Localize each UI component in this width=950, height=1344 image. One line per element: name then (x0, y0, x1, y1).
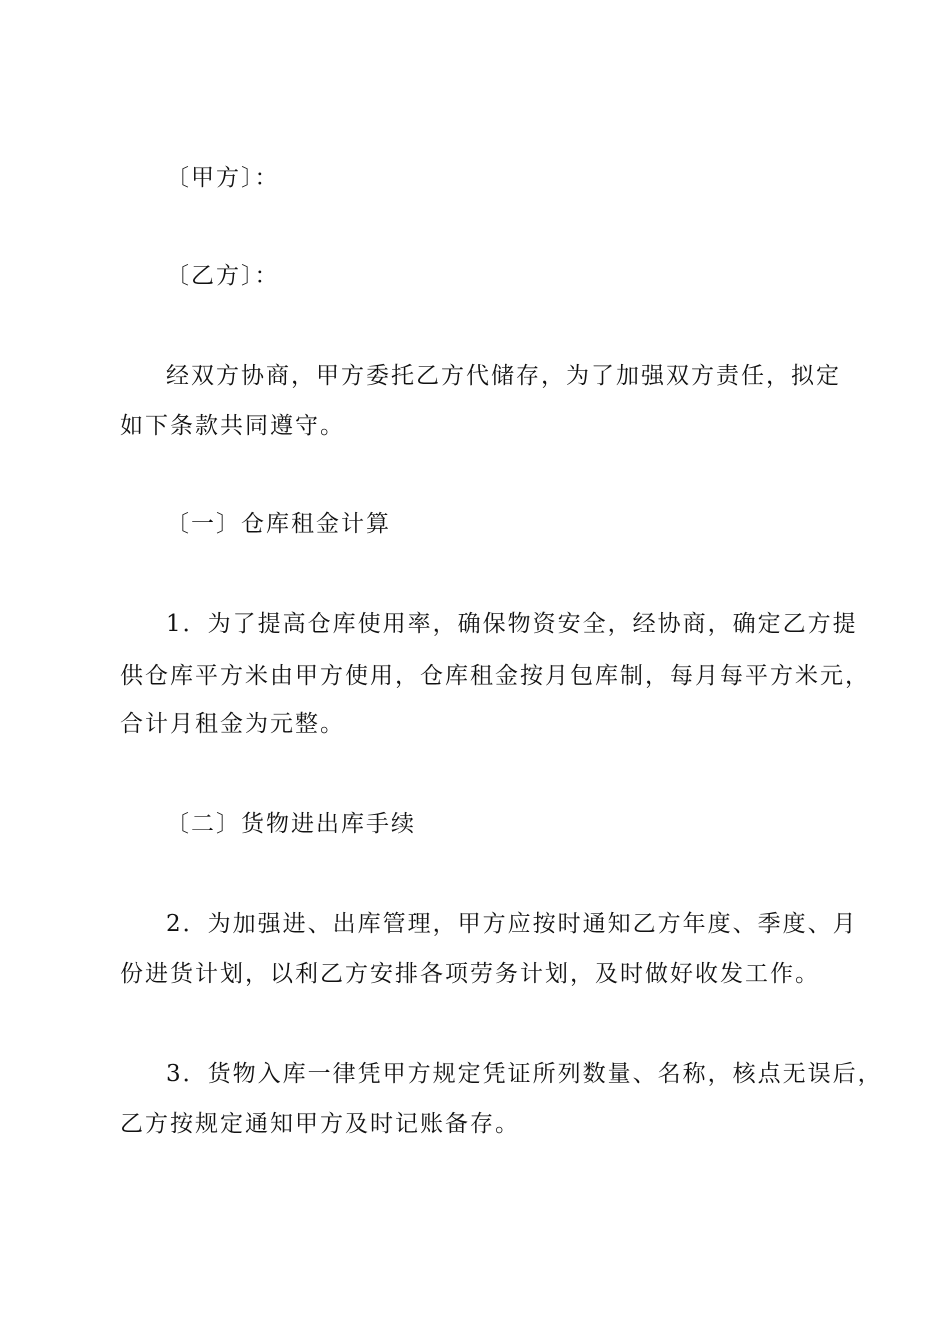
intro-line-1: 经双方协商，甲方委托乙方代储存，为了加强双方责任，拟定 (166, 363, 841, 389)
clause-1-line-2: 供仓库平方米由甲方使用，仓库租金按月包库制，每月每平方米元， (120, 663, 870, 689)
section-1-heading: 〔一〕仓库租金计算 (166, 511, 391, 537)
section-2-heading: 〔二〕货物进出库手续 (166, 811, 416, 837)
clause-2-line-2: 份进货计划，以利乙方安排各项劳务计划，及时做好收发工作。 (120, 961, 820, 987)
clause-1-line-3: 合计月租金为元整。 (120, 711, 345, 737)
clause-3-line-1: 3．货物入库一律凭甲方规定凭证所列数量、名称，核点无误后， (166, 1061, 883, 1087)
clause-2-line-1: 2．为加强进、出库管理，甲方应按时通知乙方年度、季度、月 (166, 911, 858, 937)
intro-line-2: 如下条款共同遵守。 (120, 413, 345, 439)
party-a-label: 〔甲方〕： (166, 165, 280, 191)
party-b-label: 〔乙方〕： (166, 263, 280, 289)
clause-1-line-1: 1．为了提高仓库使用率，确保物资安全，经协商，确定乙方提 (166, 611, 858, 637)
clause-3-line-2: 乙方按规定通知甲方及时记账备存。 (120, 1111, 520, 1137)
